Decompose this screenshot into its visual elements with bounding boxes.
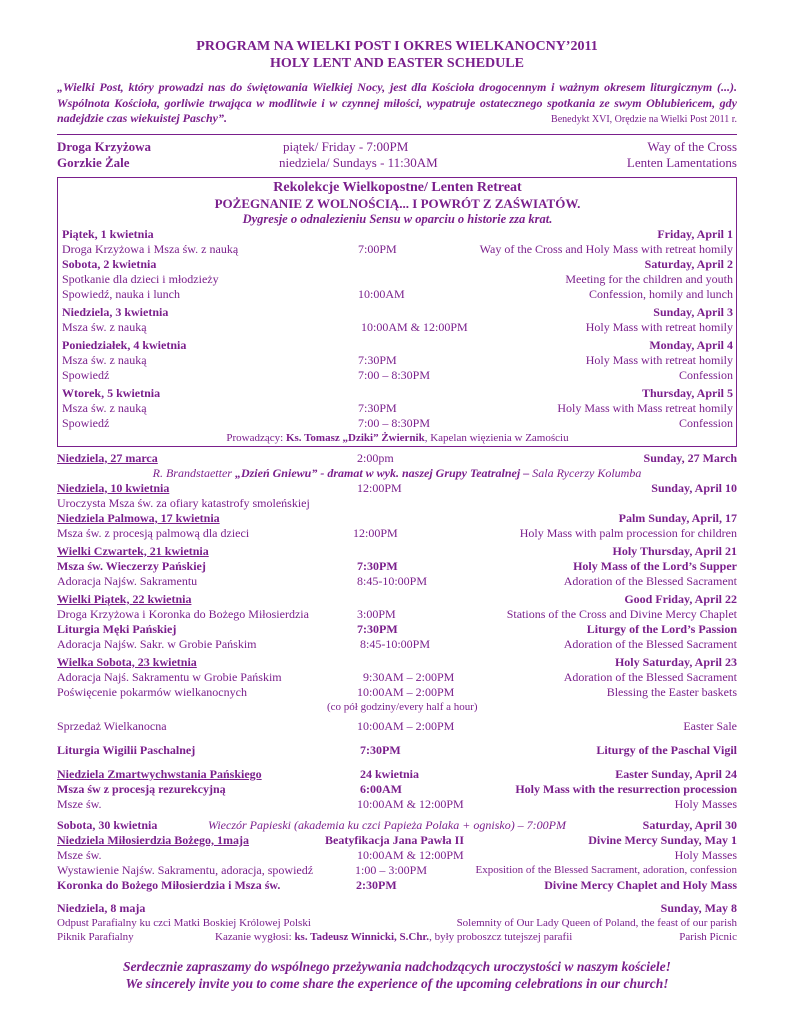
event-desc-en: Adoration of the Blessed Sacrament <box>563 636 737 651</box>
event-desc: Piknik Parafialny <box>57 930 134 943</box>
event-note <box>57 466 737 481</box>
event-date-pl: Niedziela Zmartwychwstania Pańskiego <box>57 766 262 781</box>
event-time: 7:30PM <box>357 621 398 636</box>
retreat-item-row <box>62 287 733 302</box>
retreat-box <box>57 177 737 447</box>
retreat-item-row <box>62 320 733 335</box>
event-desc: Uroczysta Msza św. za ofiary katastrofy smoleńskiej <box>57 495 310 510</box>
event-time: 12:00PM <box>357 480 402 495</box>
event-desc-en: Holy Mass with the resurrection procession <box>515 781 737 796</box>
event-time: 6:00AM <box>360 781 402 796</box>
day-en: Friday, April 1 <box>657 226 733 241</box>
schedule-page <box>57 38 737 992</box>
leader-prefix: Prowadzący: <box>226 431 286 444</box>
weekly-row <box>57 155 737 171</box>
retreat-day-row <box>62 257 733 272</box>
item-pl: Spowiedź, nauka i lunch <box>62 286 180 301</box>
event-row <box>57 863 737 878</box>
event-row <box>57 700 737 714</box>
note-place: Sala Rycerzy Kolumba <box>529 465 642 480</box>
item-time: 7:00PM <box>358 241 397 256</box>
sermon-suffix: , były proboszcz tutejszej parafii <box>429 930 573 943</box>
event-time: 8:45-10:00PM <box>357 573 428 588</box>
event-date-pl: Wielki Czwartek, 21 kwietnia <box>57 543 209 558</box>
divider <box>57 134 737 135</box>
event-date-pl: Niedziela, 8 maja <box>57 900 146 915</box>
event-time: 10:00AM – 2:00PM <box>357 684 455 699</box>
day-en: Thursday, April 5 <box>641 385 733 400</box>
retreat-subheading: POŻEGNANIE Z WOLNOŚCIĄ... I POWRÓT Z ZAŚWIATÓW. <box>214 195 581 211</box>
event-row <box>57 511 737 526</box>
item-en: Way of the Cross and Holy Mass with retreat homily <box>479 241 733 256</box>
event-row <box>57 797 737 812</box>
event-desc-en: Exposition of the Blessed Sacrament, adoration, confession <box>475 863 737 876</box>
day-pl: Poniedziałek, 4 kwietnia <box>62 337 187 352</box>
event-desc-en: Liturgy of the Lord’s Passion <box>586 621 737 636</box>
event-row <box>57 878 737 893</box>
event-desc-en: Liturgy of the Paschal Vigil <box>596 742 737 757</box>
event-row <box>57 496 737 511</box>
day-en: Monday, April 4 <box>649 337 733 352</box>
event-row <box>57 526 737 541</box>
retreat-day-row <box>62 386 733 401</box>
item-en: Holy Mass with retreat homily <box>585 319 733 334</box>
quote-citation: Benedykt XVI, Orędzie na Wielki Post 2011 r. <box>551 114 737 125</box>
event-desc-en: Stations of the Cross and Divine Mercy Chaplet <box>506 606 737 621</box>
item-time: 7:00 – 8:30PM <box>358 367 431 382</box>
day-en: Sunday, April 3 <box>653 304 733 319</box>
note-title: „Dzień Gniewu” - dramat w wyk. naszej Grupy Teatralnej – <box>234 465 530 480</box>
event-date-pl: Wielki Piątek, 22 kwietnia <box>57 591 192 606</box>
retreat-item-row <box>62 368 733 383</box>
event-row <box>57 848 737 863</box>
day-pl: Sobota, 2 kwietnia <box>62 256 157 271</box>
event-time: 10:00AM & 12:00PM <box>357 847 464 862</box>
event-desc-en: Adoration of the Blessed Sacrament <box>563 573 737 588</box>
event-desc: Msza św z procesją rezurekcyjną <box>57 781 226 796</box>
page-title: PROGRAM NA WIELKI POST I OKRES WIELKANOCNY’2011 <box>196 39 598 54</box>
event-row <box>57 767 737 782</box>
event-date-pl: Sobota, 30 kwietnia <box>57 817 158 832</box>
event-time: 1:00 – 3:00PM <box>355 862 428 877</box>
event-note: (co pół godziny/every half a hour) <box>327 700 478 713</box>
event-desc: Droga Krzyżowa i Koronka do Bożego Miłosierdzia <box>57 606 309 621</box>
item-en: Meeting for the children and youth <box>565 271 733 286</box>
event-time: 8:45-10:00PM <box>360 636 431 651</box>
event-desc: Msza św. Wieczerzy Pańskiej <box>57 558 206 573</box>
event-desc: Odpust Parafialny ku czci Matki Boskiej Królowej Polski <box>57 916 311 929</box>
event-time: Beatyfikacja Jana Pawła II <box>325 832 464 847</box>
event-row <box>57 574 737 589</box>
item-time: 10:00AM <box>358 286 405 301</box>
event-desc: Msze św. <box>57 796 102 811</box>
event-row <box>57 607 737 622</box>
item-pl: Msza św. z nauką <box>62 319 147 334</box>
weekly-en: Lenten Lamentations <box>626 154 737 170</box>
event-desc-en: Solemnity of Our Lady Queen of Poland, the feast of our parish <box>456 916 737 929</box>
weekly-time: niedziela/ Sundays - 11:30AM <box>279 154 438 170</box>
retreat-item-row <box>62 416 733 431</box>
event-desc-en: Divine Mercy Chaplet and Holy Mass <box>544 877 737 892</box>
weekly-pl: Droga Krzyżowa <box>57 138 151 154</box>
event-date-en: Saturday, April 30 <box>642 817 737 832</box>
retreat-leader <box>62 431 733 445</box>
event-row <box>57 743 737 758</box>
closing-pl: Serdecznie zapraszamy do wspólnego przeżywania nadchodzących uroczystości w naszym kościele! <box>123 958 671 974</box>
retreat-item-row <box>62 353 733 368</box>
retreat-item-row <box>62 272 733 287</box>
item-en: Confession <box>679 415 733 430</box>
event-row <box>57 930 737 944</box>
event-time: 2:30PM <box>356 877 397 892</box>
event-desc-en: Easter Sale <box>683 718 737 733</box>
event-row <box>57 901 737 916</box>
retreat-day-row <box>62 305 733 320</box>
event-row <box>57 670 737 685</box>
page-subtitle: HOLY LENT AND EASTER SCHEDULE <box>270 56 524 71</box>
event-date-pl: Niedziela Miłosierdzia Bożego, 1maja <box>57 832 249 847</box>
event-row <box>57 916 737 930</box>
event-row <box>57 481 737 496</box>
retreat-tagline: Dygresje o odnalezieniu Sensu w oparciu o historie zza krat. <box>242 211 553 226</box>
event-desc: Adoracja Najśw. Sakramentu <box>57 573 198 588</box>
lent-quote <box>57 80 737 128</box>
event-row <box>57 655 737 670</box>
event-date-pl: Niedziela, 27 marca <box>57 450 158 465</box>
event-desc: Liturgia Męki Pańskiej <box>57 621 177 636</box>
event-date-en: Divine Mercy Sunday, May 1 <box>588 832 737 847</box>
item-pl: Msza św. z nauką <box>62 352 147 367</box>
event-time: 10:00AM & 12:00PM <box>357 796 464 811</box>
event-time: 9:30AM – 2:00PM <box>363 669 455 684</box>
event-row <box>57 833 737 848</box>
item-time: 7:30PM <box>358 400 397 415</box>
event-desc: Sprzedaż Wielkanocna <box>57 718 167 733</box>
event-date-en: Holy Thursday, April 21 <box>612 543 737 558</box>
item-pl: Spowiedź <box>62 415 110 430</box>
retreat-day-row <box>62 227 733 242</box>
weekly-row <box>57 139 737 155</box>
event-row <box>57 818 737 833</box>
event-time: 24 kwietnia <box>360 766 420 781</box>
event-row <box>57 559 737 574</box>
event-desc: Wieczór Papieski (akademia ku czci Papieża Polaka + ognisko) – 7:00PM <box>208 817 567 832</box>
event-time: 7:30PM <box>357 558 398 573</box>
event-desc: Wystawienie Najśw. Sakramentu, adoracja, spowiedź <box>57 862 314 877</box>
quote-text: „Wielki Post, który prowadzi nas do świętowania Wielkiej Nocy, jest dla Kościoła drogocennym i ważnym okresem liturgicznym (...). Wspólnota Kościoła, gorliwie trwająca w modlitwie i w czynnej miłości, wypatruje ostatecznego spotkania ze swym Oblubieńcem, gdy nadejdzie czas wiekuistej Paschy”. <box>57 80 737 125</box>
event-date-en: Holy Saturday, April 23 <box>614 654 737 669</box>
day-pl: Niedziela, 3 kwietnia <box>62 304 169 319</box>
item-time: 7:30PM <box>358 352 397 367</box>
weekly-en: Way of the Cross <box>647 138 737 154</box>
item-pl: Droga Krzyżowa i Msza św. z nauką <box>62 241 239 256</box>
event-date-en: Good Friday, April 22 <box>624 591 737 606</box>
event-desc: Liturgia Wigilii Paschalnej <box>57 742 196 757</box>
event-desc: Msze św. <box>57 847 102 862</box>
event-row <box>57 544 737 559</box>
event-row <box>57 685 737 700</box>
sermon-note <box>215 930 572 944</box>
day-en: Saturday, April 2 <box>644 256 733 271</box>
event-desc-en: Holy Masses <box>674 847 737 862</box>
event-row <box>57 782 737 797</box>
sermon-priest: ks. Tadeusz Winnicki, S.Chr. <box>294 930 430 943</box>
retreat-heading: Rekolekcje Wielkopostne/ Lenten Retreat <box>273 179 522 195</box>
event-desc-en: Holy Mass with palm procession for children <box>519 525 737 540</box>
event-time: 10:00AM – 2:00PM <box>357 718 455 733</box>
event-desc-en: Holy Masses <box>674 796 737 811</box>
event-date-en: Sunday, 27 March <box>643 450 737 465</box>
event-desc: Msza św. z procesją palmową dla dzieci <box>57 525 250 540</box>
retreat-item-row <box>62 401 733 416</box>
event-desc-en: Adoration of the Blessed Sacrament <box>563 669 737 684</box>
event-date-pl: Wielka Sobota, 23 kwietnia <box>57 654 197 669</box>
item-en: Confession <box>679 367 733 382</box>
item-time: 10:00AM & 12:00PM <box>361 319 468 334</box>
item-en: Holy Mass with retreat homily <box>585 352 733 367</box>
item-pl: Spotkanie dla dzieci i młodzieży <box>62 271 219 286</box>
closing-en: We sincerely invite you to come share the experience of the upcoming celebrations in our church! <box>125 975 669 991</box>
event-row <box>57 451 737 466</box>
event-row <box>57 622 737 637</box>
leader-suffix: , Kapelan więzienia w Zamościu <box>424 431 569 444</box>
closing-invitation <box>57 958 737 992</box>
day-pl: Piątek, 1 kwietnia <box>62 226 154 241</box>
event-desc-en: Holy Mass of the Lord’s Supper <box>573 558 737 573</box>
event-time: 2:00pm <box>357 450 394 465</box>
leader-name: Ks. Tomasz „Dziki” Żwiernik <box>285 431 425 444</box>
retreat-item-row <box>62 242 733 257</box>
event-desc: Adoracja Najśw. Sakr. w Grobie Pańskim <box>57 636 257 651</box>
note-author: R. Brandstaetter <box>152 465 235 480</box>
weekly-time: piątek/ Friday - 7:00PM <box>283 138 409 154</box>
weekly-pl: Gorzkie Żale <box>57 154 130 170</box>
event-desc: Adoracja Najś. Sakramentu w Grobie Pańskim <box>57 669 282 684</box>
event-date-en: Sunday, May 8 <box>660 900 737 915</box>
event-date-en: Sunday, April 10 <box>651 480 737 495</box>
event-desc-en: Parish Picnic <box>679 930 737 943</box>
day-pl: Wtorek, 5 kwietnia <box>62 385 161 400</box>
item-pl: Spowiedź <box>62 367 110 382</box>
event-date-en: Easter Sunday, April 24 <box>615 766 737 781</box>
item-en: Confession, homily and lunch <box>589 286 733 301</box>
event-date-pl: Niedziela, 10 kwietnia <box>57 480 170 495</box>
event-row <box>57 719 737 734</box>
item-pl: Msza św. z nauką <box>62 400 147 415</box>
event-row <box>57 637 737 652</box>
event-date-pl: Niedziela Palmowa, 17 kwietnia <box>57 510 220 525</box>
event-time: 3:00PM <box>357 606 396 621</box>
item-time: 7:00 – 8:30PM <box>358 415 431 430</box>
event-desc-en: Blessing the Easter baskets <box>606 684 737 699</box>
retreat-day-row <box>62 338 733 353</box>
event-time: 7:30PM <box>360 742 401 757</box>
event-time: 12:00PM <box>353 525 398 540</box>
event-row <box>57 592 737 607</box>
event-desc: Poświęcenie pokarmów wielkanocnych <box>57 684 247 699</box>
item-en: Holy Mass with Mass retreat homily <box>557 400 733 415</box>
event-date-en: Palm Sunday, April, 17 <box>618 510 737 525</box>
event-desc: Koronka do Bożego Miłosierdzia i Msza św. <box>57 877 281 892</box>
sermon-prefix: Kazanie wygłosi: <box>215 930 295 943</box>
